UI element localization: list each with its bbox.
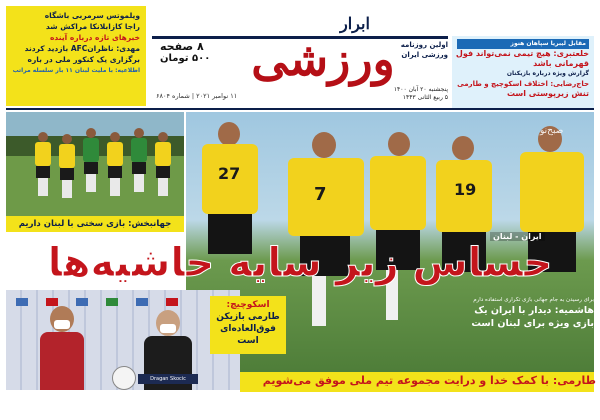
quote-title: اسکوچیچ: xyxy=(226,300,270,310)
football-icon xyxy=(112,366,136,390)
masthead-logo xyxy=(248,10,398,102)
date-line-1: پنجشنبه ۲۰ آبان ۱۴۰۰ xyxy=(393,86,448,93)
quote-line-1: طارمی بازیکن xyxy=(216,312,280,322)
logo-small-text: ابرار xyxy=(340,14,370,33)
quote-line-2: فوق‌العاده‌ای xyxy=(220,324,276,334)
top-left-news-box xyxy=(6,6,146,106)
blurb-line-1: هاشمیه: دیدار با ایران یک xyxy=(474,305,594,316)
price-info xyxy=(160,40,210,64)
tr-line-2: قهرمانی باشد xyxy=(533,59,589,68)
side-blurb xyxy=(444,296,594,330)
team-player-4 xyxy=(106,132,124,202)
headline-kicker: ایران - لبنان xyxy=(490,232,545,241)
tl-line-1: ویلموتس سرمربی باشگاه xyxy=(44,11,140,20)
blurb-line-2: بازی ویژه برای لبنان است xyxy=(471,318,594,329)
tr-line-5: تنش زیرپوستی است xyxy=(506,89,589,98)
tr-line-1: خلعتبری: هیچ تیمی نمی‌تواند فول xyxy=(455,49,589,58)
date-line-2: ۵ ربیع الثانی ۱۴۴۳ xyxy=(402,94,448,101)
tagline-line-1: اولین روزنامه xyxy=(400,41,448,49)
dateline xyxy=(393,86,448,102)
team-player-2 xyxy=(58,134,76,204)
coach-quote-box xyxy=(210,296,286,354)
header-divider xyxy=(6,108,594,110)
tagline-line-2: ورزشی ایران xyxy=(401,51,448,59)
quote-line-3: است xyxy=(237,336,259,346)
team-player-5 xyxy=(130,128,148,198)
issue-number: ۱۱ نوامبر ۲۰۲۱ | شماره ۶۸۰۴ xyxy=(156,92,238,100)
team-player-6 xyxy=(154,132,172,202)
tr-line-4: حاج‌رضایی: اختلاف اسکوچیچ و طارمی xyxy=(457,80,589,88)
tl-line-6: اطلاعیه: با ملیت لبنان ۱۱ بار سلسله مراتب xyxy=(12,67,140,74)
blurb-small: برای رسیدن به جام جهانی بازی تکراری استفاده دارم xyxy=(473,297,594,303)
photo-watermark: صبح‌نو xyxy=(540,126,564,136)
tl-line-3: خبرهای تازه درباره آینده xyxy=(50,33,140,42)
page-count: ۸ صفحه xyxy=(160,40,204,53)
tl-line-4: مهدی: ناظرانAFC بازدید کردند xyxy=(24,44,140,53)
top-right-news-box xyxy=(452,36,594,108)
team-photo xyxy=(6,112,184,216)
price-label: ۵۰۰ تومان xyxy=(160,53,211,64)
team-photo-caption: جهانبخش: بازی سختی با لبنان داریم xyxy=(6,216,184,232)
bottom-headline: طارمی: با کمک خدا و درایت مجموعه تیم ملی موفق می‌شویم xyxy=(262,374,596,387)
tr-line-3: گزارش ویژه درباره بازیکنان xyxy=(506,70,589,77)
coach-nameplate: Dragan Skocic xyxy=(138,374,198,384)
main-photo: 27 7 19 xyxy=(186,112,594,382)
tl-line-2: راجا کازابلانکا مراکش شد xyxy=(45,22,140,31)
masthead-tagline xyxy=(400,40,448,60)
tl-line-5: برگزاری یک کنکور ملی در باره xyxy=(27,55,140,64)
team-player-1 xyxy=(34,132,52,202)
tr-header: مقابل لیبریا سپاهان هنوز xyxy=(457,39,589,49)
main-headline: حساس زیر سایه حاشیه‌ها xyxy=(47,240,553,286)
logo-main-text: ورزشی xyxy=(251,32,395,86)
team-player-3 xyxy=(82,128,100,198)
